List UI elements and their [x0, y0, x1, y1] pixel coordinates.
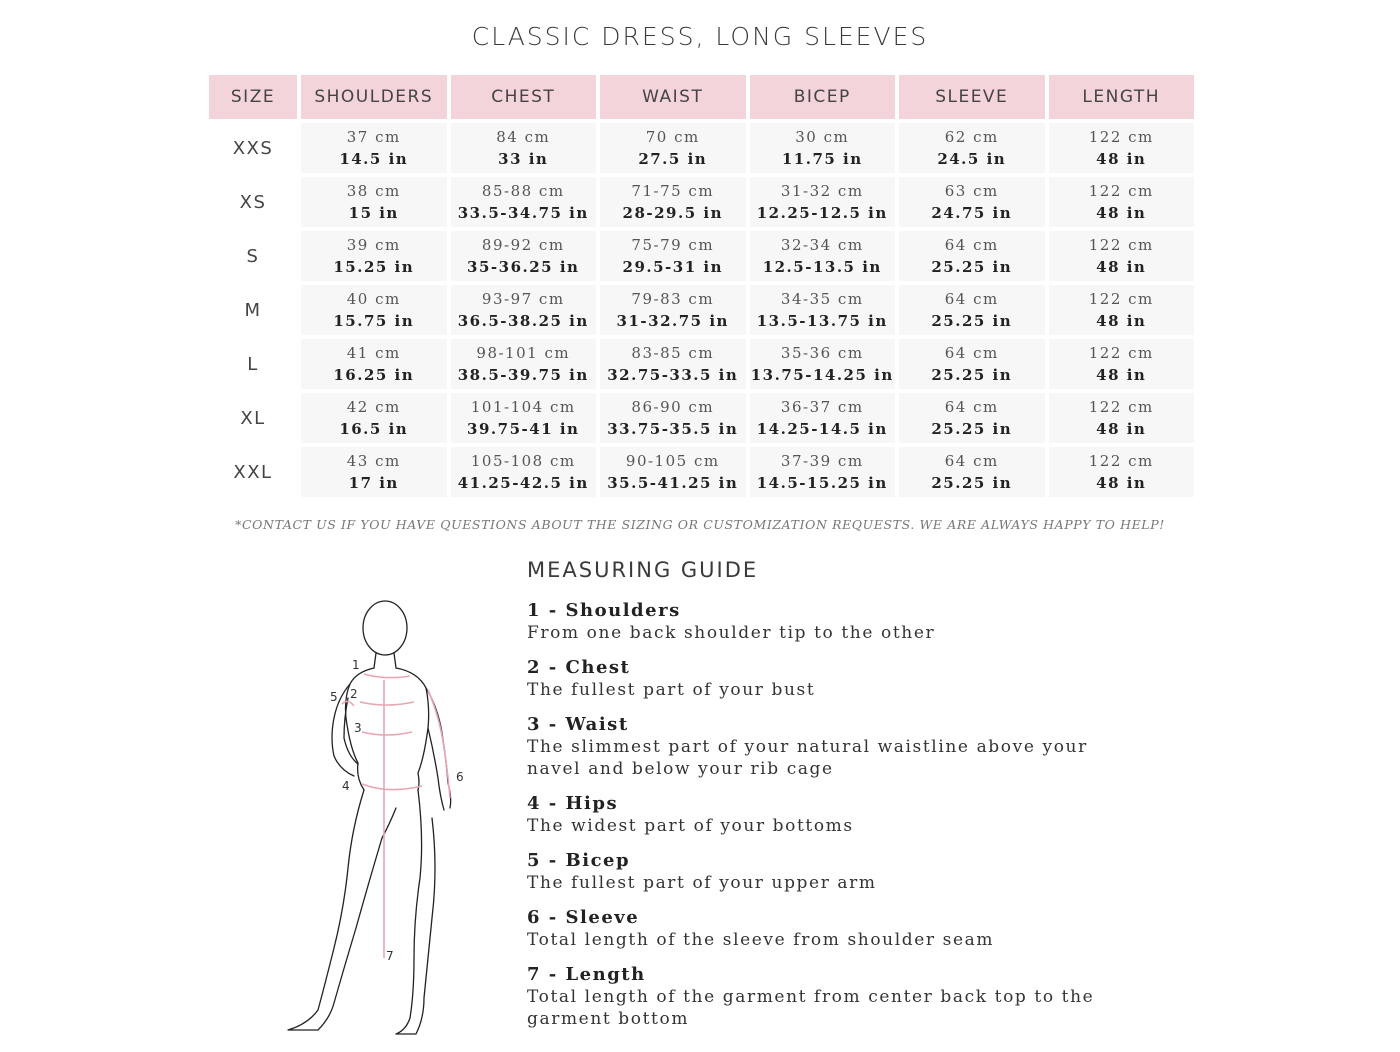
size-label: XL: [209, 393, 297, 443]
value-in: 16.5 in: [339, 420, 409, 438]
header-chest: CHEST: [451, 75, 597, 119]
value-cm: 122 cm: [1088, 182, 1154, 200]
value-cm: 122 cm: [1088, 290, 1154, 308]
guide-item-name: 4 - Hips: [527, 793, 619, 814]
guide-item-name: 5 - Bicep: [527, 850, 631, 871]
value-in: 25.25 in: [931, 258, 1013, 276]
measurement-cell: [301, 177, 447, 227]
value-cm: 93-97 cm: [481, 290, 565, 308]
measurement-cell: [899, 177, 1045, 227]
measurement-cell: [750, 123, 896, 173]
value-cm: 40 cm: [346, 290, 401, 308]
value-cm: 64 cm: [944, 452, 999, 470]
value-cm: 90-105 cm: [625, 452, 720, 470]
guide-item-desc: The fullest part of your upper arm: [527, 873, 877, 893]
value-in: 36.5-38.25 in: [457, 312, 589, 330]
guide-item-desc: Total length of the garment from center back top to the garment bottom: [527, 987, 1095, 1029]
value-in: 29.5-31 in: [622, 258, 723, 276]
figure-label-7: 7: [386, 949, 394, 963]
value-in: 16.25 in: [333, 366, 415, 384]
value-in: 32.75-33.5 in: [607, 366, 739, 384]
figure-label-5: 5: [330, 690, 338, 704]
value-cm: 71-75 cm: [631, 182, 715, 200]
value-cm: 105-108 cm: [470, 452, 576, 470]
value-in: 38.5-39.75 in: [457, 366, 589, 384]
value-cm: 41 cm: [346, 344, 401, 362]
value-in: 27.5 in: [638, 150, 708, 168]
measurement-cell: [1049, 285, 1195, 335]
measurement-cell: [600, 285, 746, 335]
value-cm: 64 cm: [944, 398, 999, 416]
figure-torso-right: [396, 668, 429, 790]
measurement-lines: [342, 674, 450, 958]
value-cm: 84 cm: [496, 128, 551, 146]
measurement-cell: [600, 123, 746, 173]
guide-item-sleeve: [527, 907, 1227, 951]
measurement-cell: [301, 339, 447, 389]
value-cm: 86-90 cm: [631, 398, 715, 416]
size-label: XS: [209, 177, 297, 227]
value-cm: 32-34 cm: [780, 236, 864, 254]
guide-item-desc: Total length of the sleeve from shoulder seam: [527, 930, 995, 950]
table-row: [209, 123, 1194, 173]
measurement-cell: [750, 285, 896, 335]
measure-shoulders: [364, 674, 410, 678]
value-cm: 89-92 cm: [481, 236, 565, 254]
size-chart-table: [205, 71, 1198, 501]
measurement-cell: [301, 285, 447, 335]
body-figure-illustration: [278, 598, 478, 1038]
value-in: 39.75-41 in: [467, 420, 580, 438]
measurement-cell: [451, 123, 597, 173]
size-label: L: [209, 339, 297, 389]
measurement-cell: [600, 177, 746, 227]
value-in: 14.5 in: [339, 150, 409, 168]
value-in: 48 in: [1096, 420, 1147, 438]
value-cm: 36-37 cm: [780, 398, 864, 416]
value-cm: 101-104 cm: [470, 398, 576, 416]
measurement-cell: [750, 447, 896, 497]
header-sleeve: SLEEVE: [899, 75, 1045, 119]
measurement-cell: [899, 123, 1045, 173]
measurement-cell: [600, 393, 746, 443]
value-in: 25.25 in: [931, 312, 1013, 330]
figure-head: [363, 601, 407, 655]
measurement-cell: [451, 231, 597, 281]
value-cm: 35-36 cm: [780, 344, 864, 362]
value-in: 25.25 in: [931, 474, 1013, 492]
measurement-cell: [1049, 339, 1195, 389]
measuring-guide-list: [527, 600, 1227, 1043]
measuring-guide-title: MEASURING GUIDE: [527, 558, 759, 582]
guide-item-name: 2 - Chest: [527, 657, 631, 678]
value-cm: 62 cm: [944, 128, 999, 146]
table-row: [209, 339, 1194, 389]
header-waist: WAIST: [600, 75, 746, 119]
value-cm: 83-85 cm: [631, 344, 715, 362]
value-cm: 70 cm: [645, 128, 700, 146]
header-size: SIZE: [209, 75, 297, 119]
value-cm: 122 cm: [1088, 236, 1154, 254]
header-row: [209, 75, 1194, 119]
measurement-cell: [750, 231, 896, 281]
guide-item-hips: [527, 793, 1227, 837]
size-label: XXL: [209, 447, 297, 497]
measurement-cell: [1049, 177, 1195, 227]
value-in: 15 in: [348, 204, 399, 222]
value-in: 33 in: [498, 150, 549, 168]
measurement-cell: [600, 231, 746, 281]
table-row: [209, 393, 1194, 443]
measurement-cell: [1049, 447, 1195, 497]
value-in: 25.25 in: [931, 420, 1013, 438]
table-row: [209, 285, 1194, 335]
value-cm: 64 cm: [944, 236, 999, 254]
figure-arm-right-inner: [428, 728, 444, 810]
guide-item-chest: [527, 657, 1227, 701]
value-cm: 37 cm: [346, 128, 401, 146]
table-row: [209, 177, 1194, 227]
value-cm: 122 cm: [1088, 344, 1154, 362]
measure-hips: [362, 784, 422, 790]
value-cm: 122 cm: [1088, 398, 1154, 416]
value-in: 14.5-15.25 in: [756, 474, 888, 492]
value-in: 12.5-13.5 in: [762, 258, 882, 276]
measurement-cell: [451, 177, 597, 227]
size-label: M: [209, 285, 297, 335]
value-cm: 38 cm: [346, 182, 401, 200]
size-label: XXS: [209, 123, 297, 173]
measurement-cell: [1049, 123, 1195, 173]
measure-waist: [362, 732, 412, 735]
measurement-cell: [1049, 393, 1195, 443]
header-shoulders: SHOULDERS: [301, 75, 447, 119]
measurement-cell: [899, 231, 1045, 281]
value-cm: 122 cm: [1088, 452, 1154, 470]
measurement-cell: [1049, 231, 1195, 281]
contact-note: *CONTACT US IF YOU HAVE QUESTIONS ABOUT THE SIZING OR CUSTOMIZATION REQUESTS. WE ARE ALWAYS HAPPY TO HELP!: [235, 517, 1165, 532]
value-in: 35.5-41.25 in: [607, 474, 739, 492]
figure-label-2: 2: [350, 687, 358, 701]
measurement-cell: [750, 393, 896, 443]
table-row: [209, 447, 1194, 497]
measure-bicep: [342, 701, 354, 706]
guide-item-desc: The widest part of your bottoms: [527, 816, 854, 836]
value-in: 48 in: [1096, 258, 1147, 276]
measurement-cell: [750, 339, 896, 389]
guide-item-desc: The fullest part of your bust: [527, 680, 816, 700]
header-length: LENGTH: [1049, 75, 1195, 119]
header-bicep: BICEP: [750, 75, 896, 119]
guide-item-name: 6 - Sleeve: [527, 907, 640, 928]
measurement-cell: [451, 393, 597, 443]
value-in: 17 in: [348, 474, 399, 492]
value-in: 48 in: [1096, 204, 1147, 222]
value-in: 41.25-42.5 in: [457, 474, 589, 492]
guide-item-length: [527, 964, 1227, 1030]
value-cm: 64 cm: [944, 344, 999, 362]
guide-item-name: 3 - Waist: [527, 714, 629, 735]
measurement-cell: [899, 285, 1045, 335]
value-in: 48 in: [1096, 474, 1147, 492]
guide-item-bicep: [527, 850, 1227, 894]
chart-title: CLASSIC DRESS, LONG SLEEVES: [471, 22, 929, 51]
value-in: 14.25-14.5 in: [756, 420, 888, 438]
figure-label-1: 1: [352, 658, 360, 672]
measurement-cell: [899, 393, 1045, 443]
value-cm: 63 cm: [944, 182, 999, 200]
value-cm: 34-35 cm: [780, 290, 864, 308]
value-cm: 42 cm: [346, 398, 401, 416]
value-cm: 37-39 cm: [780, 452, 864, 470]
figure-label-4: 4: [342, 779, 350, 793]
measurement-cell: [301, 393, 447, 443]
guide-item-desc: The slimmest part of your natural waistline above your navel and below your rib cage: [527, 737, 1088, 779]
table-row: [209, 231, 1194, 281]
value-cm: 30 cm: [795, 128, 850, 146]
guide-item-desc: From one back shoulder tip to the other: [527, 623, 936, 643]
measurement-cell: [451, 447, 597, 497]
value-in: 28-29.5 in: [622, 204, 723, 222]
value-in: 31-32.75 in: [616, 312, 729, 330]
value-cm: 43 cm: [346, 452, 401, 470]
figure-arm-right: [426, 688, 451, 808]
value-in: 15.25 in: [333, 258, 415, 276]
value-cm: 64 cm: [944, 290, 999, 308]
value-in: 33.75-35.5 in: [607, 420, 739, 438]
value-cm: 79-83 cm: [631, 290, 715, 308]
figure-label-6: 6: [456, 770, 464, 784]
value-in: 25.25 in: [931, 366, 1013, 384]
guide-item-shoulders: [527, 600, 1227, 644]
guide-item-name: 7 - Length: [527, 964, 646, 985]
measurement-cell: [301, 231, 447, 281]
value-in: 13.5-13.75 in: [756, 312, 888, 330]
value-in: 12.25-12.5 in: [756, 204, 888, 222]
measure-chest: [360, 702, 414, 705]
measurement-cell: [451, 285, 597, 335]
value-cm: 31-32 cm: [780, 182, 864, 200]
measurement-cell: [750, 177, 896, 227]
value-in: 24.5 in: [937, 150, 1007, 168]
measurement-cell: [301, 447, 447, 497]
size-label: S: [209, 231, 297, 281]
value-in: 13.75-14.25 in: [750, 366, 894, 384]
guide-item-name: 1 - Shoulders: [527, 600, 681, 621]
measurement-cell: [600, 447, 746, 497]
figure-label-3: 3: [354, 721, 362, 735]
value-in: 24.75 in: [931, 204, 1013, 222]
value-in: 48 in: [1096, 312, 1147, 330]
value-cm: 39 cm: [346, 236, 401, 254]
value-in: 48 in: [1096, 366, 1147, 384]
value-cm: 75-79 cm: [631, 236, 715, 254]
value-in: 48 in: [1096, 150, 1147, 168]
figure-leg-left: [288, 790, 382, 1030]
value-in: 35-36.25 in: [467, 258, 580, 276]
figure-leg-right: [396, 790, 435, 1034]
guide-item-waist: [527, 714, 1227, 780]
measurement-cell: [301, 123, 447, 173]
measurement-cell: [451, 339, 597, 389]
value-in: 15.75 in: [333, 312, 415, 330]
value-in: 33.5-34.75 in: [457, 204, 589, 222]
value-cm: 85-88 cm: [481, 182, 565, 200]
value-cm: 98-101 cm: [476, 344, 571, 362]
value-in: 11.75 in: [781, 150, 863, 168]
measurement-cell: [899, 447, 1045, 497]
value-cm: 122 cm: [1088, 128, 1154, 146]
measurement-cell: [899, 339, 1045, 389]
measurement-cell: [600, 339, 746, 389]
